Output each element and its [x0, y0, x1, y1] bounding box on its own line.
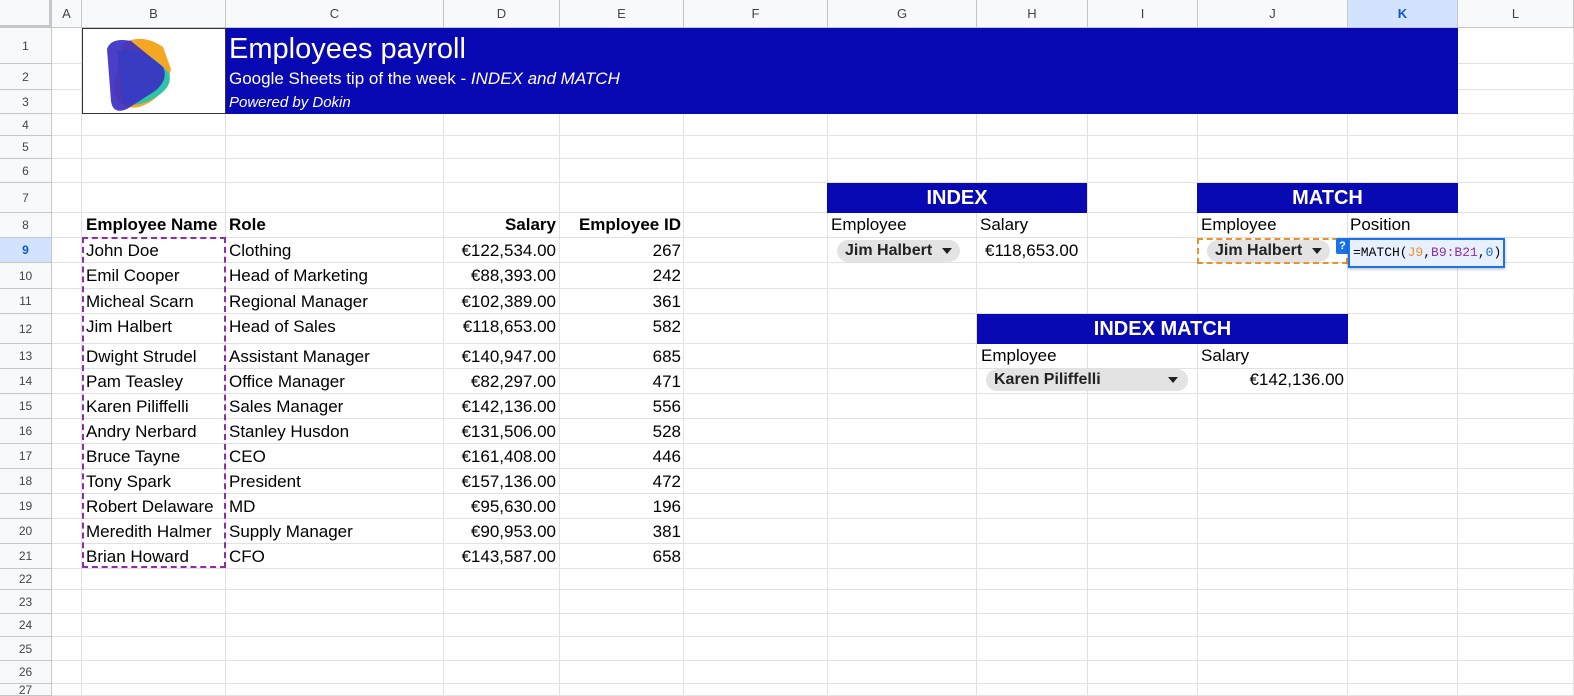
match-position-label[interactable]: Position	[1350, 215, 1411, 234]
table-cell-salary[interactable]: €90,953.00	[470, 522, 556, 541]
table-cell-name[interactable]: Tony Spark	[86, 472, 172, 491]
formula-separator: ,	[1477, 245, 1486, 260]
row-header-7[interactable]: 7	[0, 183, 52, 213]
formula-function: =MATCH(	[1353, 245, 1408, 260]
table-cell-salary[interactable]: €142,136.00	[461, 397, 556, 416]
table-cell-id[interactable]: 685	[652, 347, 681, 366]
table-cell-name[interactable]: Brian Howard	[86, 547, 189, 566]
index-match-employee-dropdown[interactable]	[986, 369, 1188, 391]
table-cell-salary[interactable]: €140,947.00	[461, 347, 556, 366]
table-cell-id[interactable]: 361	[652, 292, 681, 311]
table-cell-name[interactable]: Emil Cooper	[86, 266, 180, 285]
table-cell-name[interactable]: Pam Teasley	[86, 372, 184, 391]
row-header-6[interactable]: 6	[0, 159, 52, 183]
table-cell-id[interactable]: 196	[652, 497, 681, 516]
gridline	[52, 158, 1574, 159]
table-cell-role[interactable]: President	[229, 472, 301, 491]
column-header-f[interactable]: F	[684, 0, 828, 28]
match-employee-label[interactable]: Employee	[1201, 215, 1277, 234]
gridline	[1457, 28, 1458, 696]
table-cell-salary[interactable]: €88,393.00	[470, 266, 556, 285]
row-header-23[interactable]: 23	[0, 590, 52, 614]
table-cell-id[interactable]: 528	[652, 422, 681, 441]
row-header-16[interactable]: 16	[0, 419, 52, 444]
table-cell-salary[interactable]: €102,389.00	[461, 292, 556, 311]
dropdown-arrow-icon	[1168, 377, 1178, 383]
formula-editor-k9[interactable]	[1348, 238, 1505, 268]
table-cell-name[interactable]: Dwight Strudel	[86, 347, 197, 366]
row-header-5[interactable]: 5	[0, 136, 52, 159]
column-header-b[interactable]: B	[82, 0, 226, 28]
table-cell-role[interactable]: Head of Marketing	[229, 266, 368, 285]
row-header-13[interactable]: 13	[0, 344, 52, 369]
table-cell-role[interactable]: CEO	[229, 447, 266, 466]
table-cell-role[interactable]: Clothing	[229, 241, 292, 260]
table-cell-id[interactable]: 242	[652, 266, 681, 285]
sheet-title: Employees payroll	[229, 33, 466, 65]
match-title: MATCH	[1197, 183, 1458, 213]
header-employee-id[interactable]: Employee ID	[578, 215, 681, 234]
row-header-4[interactable]: 4	[0, 114, 52, 136]
table-cell-salary[interactable]: €122,534.00	[461, 241, 556, 260]
column-header-k[interactable]: K	[1348, 0, 1458, 28]
subtitle-prefix: Google Sheets tip of the week -	[229, 69, 471, 88]
gridline	[1347, 28, 1348, 696]
table-cell-role[interactable]: Stanley Husdon	[229, 422, 350, 441]
dokin-logo-icon	[83, 29, 227, 115]
row-header-8[interactable]: 8	[0, 213, 52, 238]
table-cell-id[interactable]: 472	[652, 472, 681, 491]
table-cell-id[interactable]: 471	[652, 372, 681, 391]
row-header-24[interactable]: 24	[0, 614, 52, 637]
column-header-h[interactable]: H	[977, 0, 1088, 28]
table-cell-name[interactable]: Robert Delaware	[86, 497, 214, 516]
powered-by: Powered by Dokin	[229, 94, 351, 111]
index-employee-label[interactable]: Employee	[831, 215, 907, 234]
row-header-15[interactable]: 15	[0, 394, 52, 419]
index-match-employee-value: Karen Piliffelli	[994, 371, 1101, 388]
table-cell-id[interactable]: 582	[652, 317, 681, 336]
table-cell-role[interactable]: MD	[229, 497, 256, 516]
match-employee-dropdown[interactable]	[1207, 240, 1330, 262]
formula-range-b9-b21: B9:B21	[1431, 245, 1478, 260]
formula-help-icon[interactable]: ?	[1336, 238, 1349, 254]
table-cell-role[interactable]: Head of Sales	[229, 317, 336, 336]
row-header-25[interactable]: 25	[0, 637, 52, 661]
index-match-salary-label[interactable]: Salary	[1201, 346, 1250, 365]
table-cell-salary[interactable]: €118,653.00	[462, 317, 556, 336]
row-header-26[interactable]: 26	[0, 661, 52, 684]
column-header-e[interactable]: E	[560, 0, 684, 28]
logo-cell	[82, 28, 226, 114]
table-cell-id[interactable]: 381	[652, 522, 681, 541]
row-header-10[interactable]: 10	[0, 263, 52, 289]
column-header-l[interactable]: L	[1458, 0, 1574, 28]
table-cell-name[interactable]: Jim Halbert	[86, 317, 172, 336]
table-cell-name[interactable]: John Doe	[86, 241, 159, 260]
table-cell-name[interactable]: Meredith Halmer	[86, 522, 212, 541]
row-header-19[interactable]: 19	[0, 494, 52, 519]
row-header-17[interactable]: 17	[0, 444, 52, 469]
table-cell-name[interactable]: Micheal Scarn	[86, 292, 194, 311]
table-cell-salary[interactable]: €131,506.00	[461, 422, 556, 441]
gridline	[976, 28, 977, 696]
row-header-2[interactable]: 2	[0, 64, 52, 90]
table-cell-name[interactable]: Andry Nerbard	[86, 422, 197, 441]
table-cell-salary[interactable]: €82,297.00	[470, 372, 556, 391]
row-header-22[interactable]: 22	[0, 569, 52, 590]
table-cell-role[interactable]: Regional Manager	[229, 292, 368, 311]
formula-ref-j9: J9	[1407, 245, 1424, 260]
index-match-salary-value[interactable]: €142,136.00	[1249, 370, 1344, 389]
row-header-21[interactable]: 21	[0, 544, 52, 569]
table-cell-salary[interactable]: €157,136.00	[461, 472, 556, 491]
table-cell-salary[interactable]: €95,630.00	[470, 497, 556, 516]
subtitle-topic: INDEX and MATCH	[470, 69, 620, 88]
column-header-i[interactable]: I	[1088, 0, 1198, 28]
index-salary-value[interactable]: €118,653.00	[985, 241, 1079, 260]
row-header-11[interactable]: 11	[0, 289, 52, 314]
index-employee-dropdown[interactable]	[837, 240, 960, 262]
header-salary[interactable]: Salary	[504, 215, 556, 234]
table-cell-role[interactable]: CFO	[229, 547, 265, 566]
gridline	[52, 589, 1574, 590]
column-header-a[interactable]: A	[52, 0, 82, 28]
table-cell-name[interactable]: Karen Piliffelli	[86, 397, 189, 416]
table-cell-role[interactable]: Office Manager	[229, 372, 345, 391]
gridline	[52, 683, 1574, 684]
table-cell-id[interactable]: 446	[652, 447, 681, 466]
table-cell-id[interactable]: 267	[652, 241, 681, 260]
table-cell-id[interactable]: 556	[652, 397, 681, 416]
match-employee-value: Jim Halbert	[1215, 242, 1303, 259]
dropdown-arrow-icon	[942, 248, 952, 254]
row-header-12[interactable]: 12	[0, 314, 52, 344]
index-match-title: INDEX MATCH	[977, 314, 1348, 344]
index-employee-value: Jim Halbert	[845, 242, 933, 259]
row-header-18[interactable]: 18	[0, 469, 52, 494]
sheet-subtitle	[229, 68, 620, 90]
gridline	[52, 135, 1574, 136]
formula-close: )	[1493, 245, 1502, 260]
header-employee-name[interactable]: Employee Name	[86, 215, 218, 234]
header-role[interactable]: Role	[229, 215, 266, 234]
column-header-c[interactable]: C	[226, 0, 444, 28]
index-match-employee-label[interactable]: Employee	[981, 346, 1057, 365]
table-cell-role[interactable]: Assistant Manager	[229, 347, 370, 366]
column-header-g[interactable]: G	[828, 0, 977, 28]
index-title: INDEX	[827, 183, 1087, 213]
table-cell-salary[interactable]: €161,408.00	[461, 447, 556, 466]
gridline	[52, 636, 1574, 637]
formula-separator: ,	[1423, 245, 1432, 260]
row-header-20[interactable]: 20	[0, 519, 52, 544]
row-header-27[interactable]: 27	[0, 684, 52, 696]
formula-match-type: 0	[1485, 245, 1494, 260]
select-all-corner[interactable]	[0, 0, 52, 28]
row-header-1[interactable]: 1	[0, 28, 52, 64]
gridline	[52, 660, 1574, 661]
gridline	[827, 28, 828, 696]
table-cell-id[interactable]: 658	[652, 547, 681, 566]
table-cell-salary[interactable]: €143,587.00	[461, 547, 556, 566]
row-header-3[interactable]: 3	[0, 90, 52, 114]
table-cell-role[interactable]: Sales Manager	[229, 397, 344, 416]
gridline	[52, 288, 1574, 289]
column-header-d[interactable]: D	[444, 0, 560, 28]
row-header-9[interactable]: 9	[0, 238, 52, 263]
dropdown-arrow-icon	[1312, 248, 1322, 254]
table-cell-role[interactable]: Supply Manager	[229, 522, 353, 541]
index-salary-label[interactable]: Salary	[980, 215, 1029, 234]
column-header-j[interactable]: J	[1198, 0, 1348, 28]
range-highlight-b9-b21	[82, 237, 226, 568]
table-cell-name[interactable]: Bruce Tayne	[86, 447, 181, 466]
row-header-14[interactable]: 14	[0, 369, 52, 394]
gridline	[52, 613, 1574, 614]
